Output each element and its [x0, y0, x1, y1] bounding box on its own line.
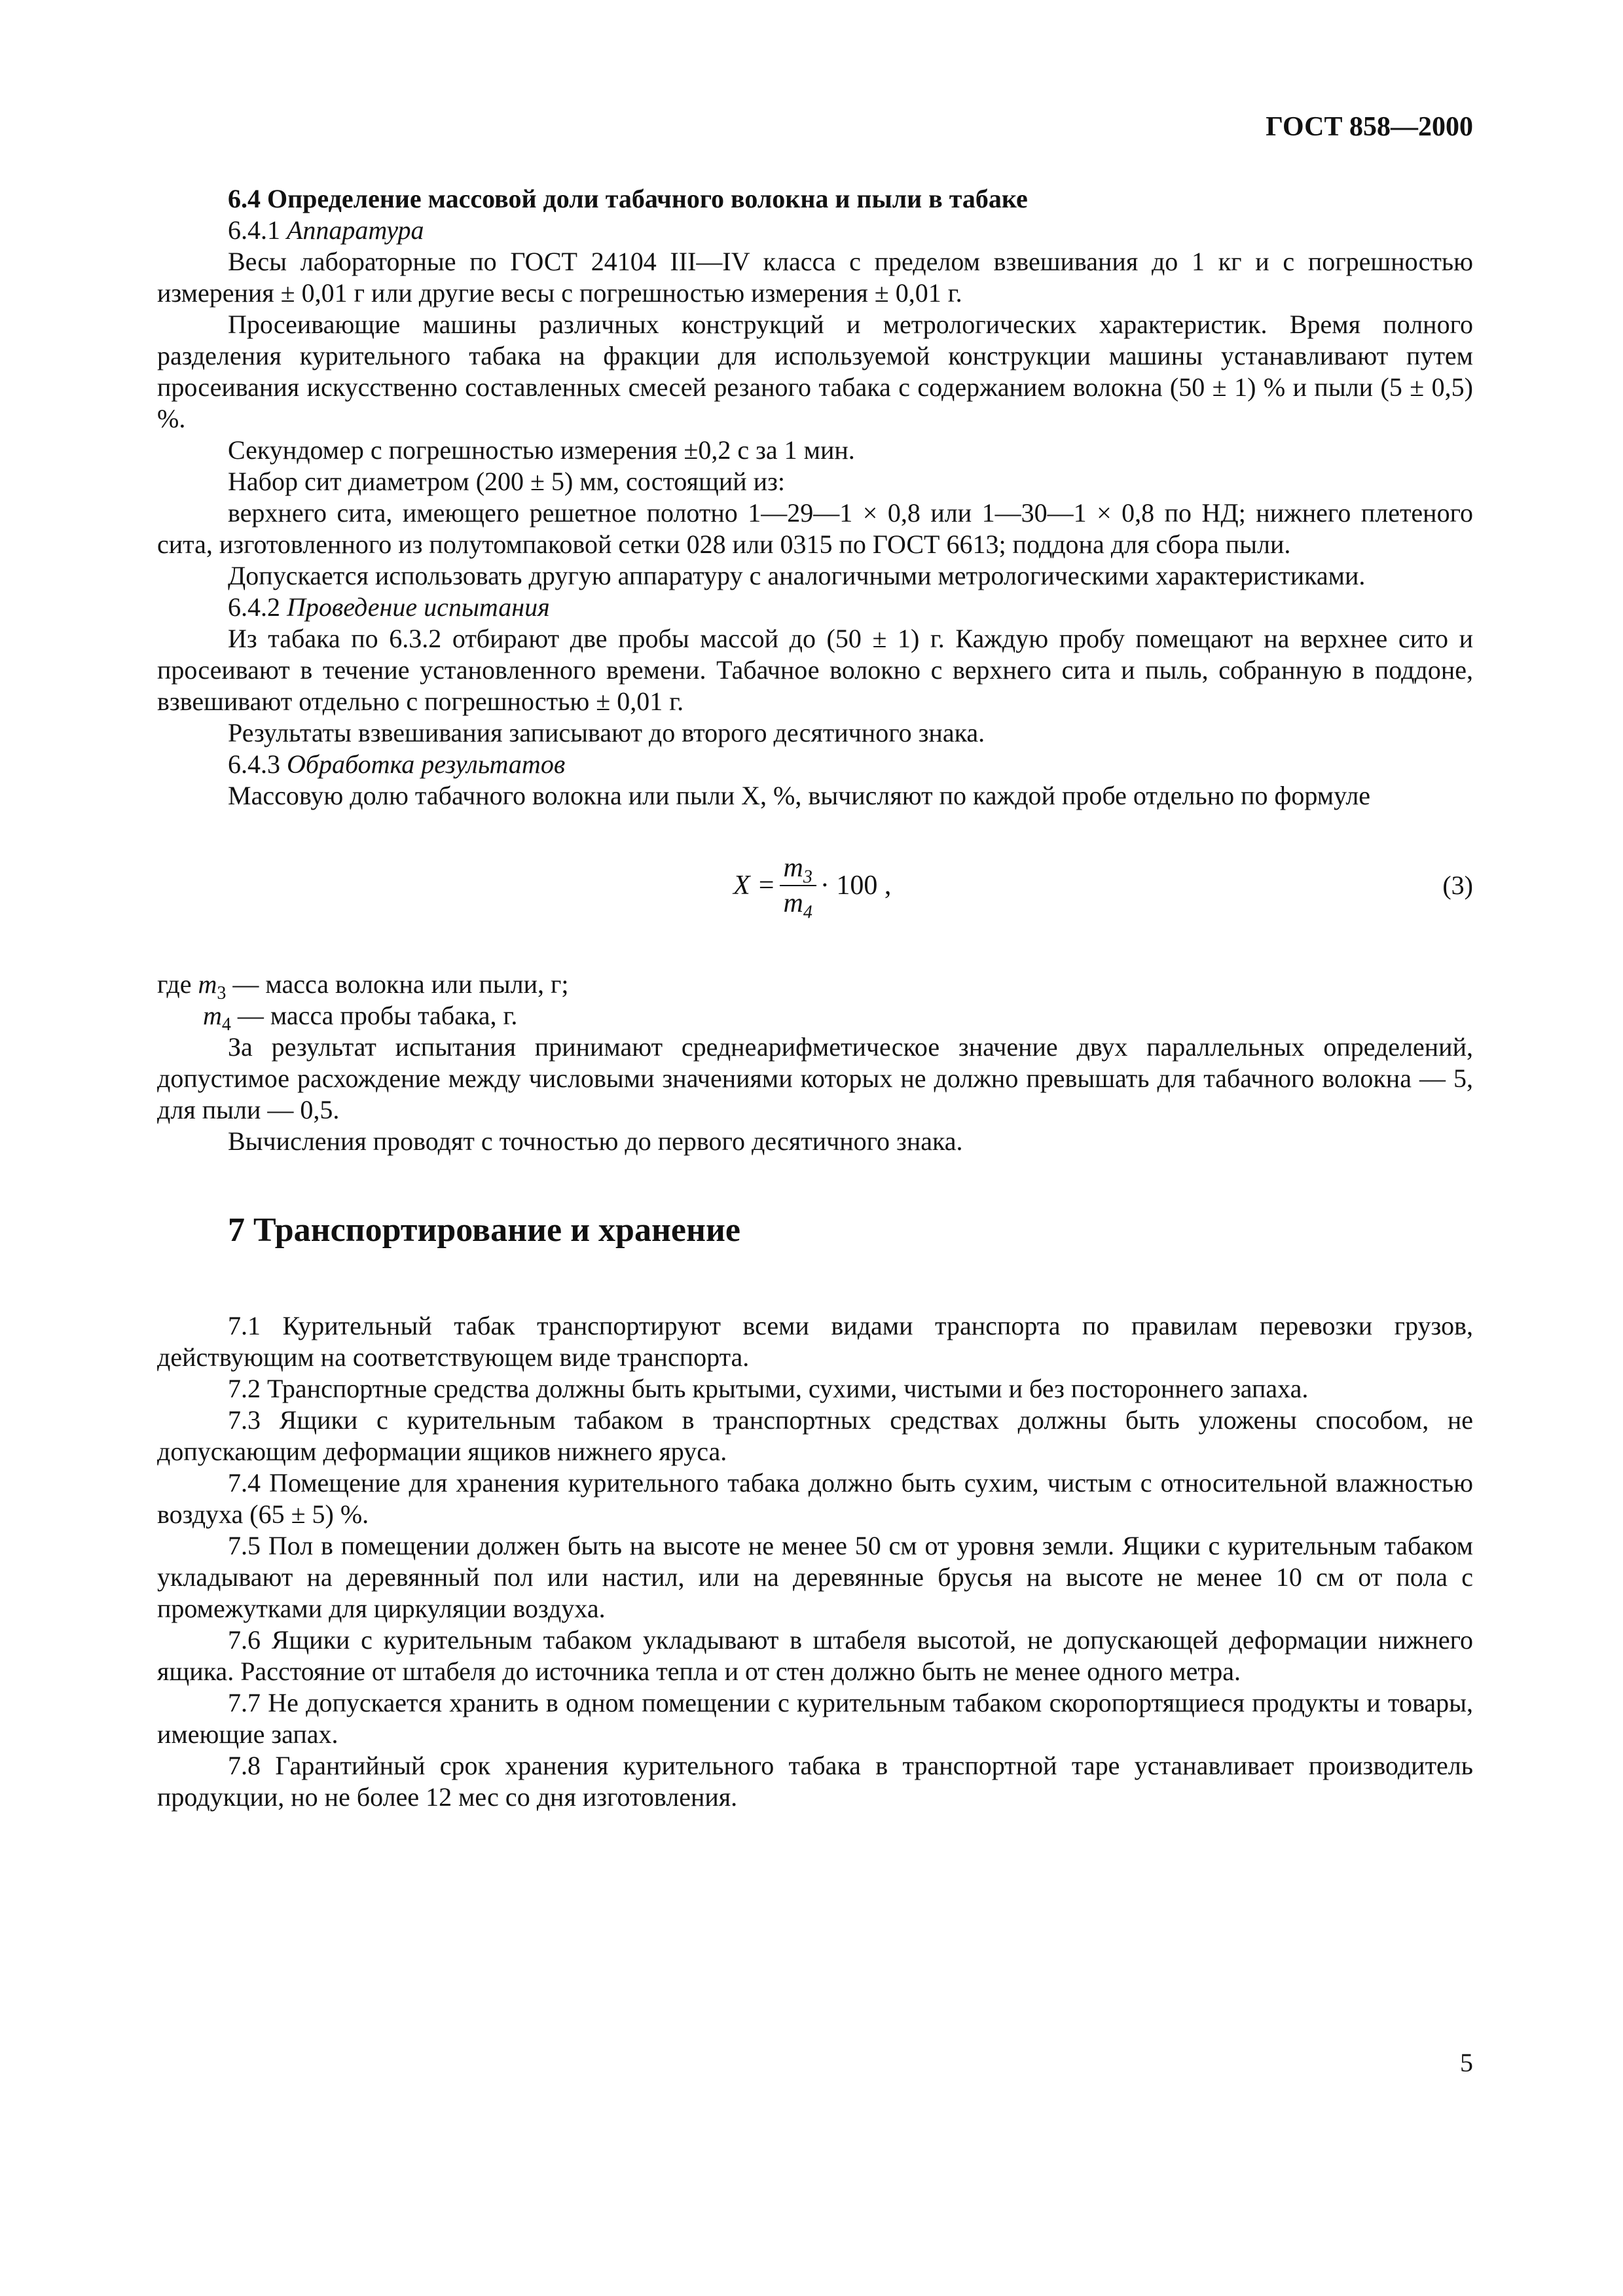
clause-7-6: 7.6 Ящики с курительным табаком укладывают в штабеля высотой, не допускающей деформации нижнего ящика. Расстояние от штабеля до источника тепла и от стен должно быть не менее одного метра.: [157, 1625, 1473, 1686]
formula-denominator: $m_4$: [783, 888, 812, 923]
formula-fraction: [780, 851, 816, 923]
clause-7-8: 7.8 Гарантийный срок хранения курительного табака в транспортной таре устанавливает производитель продукции, но не более 12 мес со дня изготовления.: [157, 1751, 1473, 1812]
paragraph-other-apparatus: Допускается использовать другую аппаратуру с аналогичными метрологическими характеристиками.: [228, 561, 1366, 590]
equation-number: (3): [1442, 870, 1473, 900]
formula-3: [157, 836, 1473, 935]
subsection-number: 6.4.1: [228, 215, 280, 245]
clause-7-1: 7.1 Курительный табак транспортируют всеми видами транспорта по правилам перевозки грузов, действующим на соответствующем виде транспорта.: [157, 1311, 1473, 1372]
section-6-4-title: 6.4 Определение массовой доли табачного волокна и пыли в табаке: [228, 184, 1028, 213]
paragraph-calculation-accuracy: Вычисления проводят с точностью до первого десятичного знака.: [228, 1126, 963, 1156]
clause-7-5: 7.5 Пол в помещении должен быть на высоте не менее 50 см от уровня земли. Ящики с курительным табаком укладывают на деревянный пол или настил, или на деревянные брусья на высоте не менее 10 см от пола с промежутками для циркуляции воздуха.: [157, 1531, 1473, 1623]
paragraph-sieve-details: верхнего сита, имеющего решетное полотно 1—29—1 × 0,8 или 1—30—1 × 0,8 по НД; нижнего плетеного сита, изготовленного из полутомпаковой сетки 028 или 0315 по ГОСТ 6613; поддона для сбора пыли.: [157, 498, 1473, 559]
subsection-title: Аппаратура: [287, 215, 424, 245]
paragraph-test-result: За результат испытания принимают среднеарифметическое значение двух параллельных определений, допустимое расхождение между числовыми значениями которых не должно превышать для табачного волокна — 5, для пыли — 0,5.: [157, 1032, 1473, 1124]
clause-7-4: 7.4 Помещение для хранения курительного табака должно быть сухим, чистым с относительной влажностью воздуха (65 ± 5) %.: [157, 1468, 1473, 1529]
paragraph-stopwatch: Секундомер с погрешностью измерения ±0,2 с за 1 мин.: [228, 435, 855, 465]
formula-expression: [733, 836, 891, 935]
legend-m3: где $m_3$ — масса волокна или пыли, г;: [157, 969, 569, 1003]
clause-7-2: 7.2 Транспортные средства должны быть крытыми, сухими, чистыми и без постороннего запаха.: [228, 1374, 1309, 1403]
paragraph-scales: Весы лабораторные по ГОСТ 24104 III—IV класса с пределом взвешивания до 1 кг и с погрешностью измерения ± 0,01 г или другие весы с погрешностью измерения ± 0,01 г.: [157, 247, 1473, 308]
subsection-title: Проведение испытания: [287, 592, 550, 622]
paragraph-test-procedure: Из табака по 6.3.2 отбирают две пробы массой до (50 ± 1) г. Каждую пробу помещают на верхнее сито и просеивают в течение установленного времени. Табачное волокно с верхнего сита и пыль, собранную в поддоне, взвешивают отдельно с погрешностью ± 0,01 г.: [157, 624, 1473, 716]
paragraph-sieve-set: Набор сит диаметром (200 ± 5) мм, состоящий из:: [228, 467, 785, 496]
page-number: 5: [1460, 2048, 1473, 2077]
formula-numerator: $m_3$: [780, 851, 816, 886]
document-page: [157, 111, 1473, 1813]
clause-7-7: 7.7 Не допускается хранить в одном помещении с курительным табаком скоропортящиеся продукты и товары, имеющие запах.: [157, 1688, 1473, 1749]
section-7-title: 7 Транспортирование и хранение: [228, 1211, 740, 1249]
subsection-6-4-3-heading: [157, 749, 1473, 780]
clause-7-3: 7.3 Ящики с курительным табаком в транспортных средствах должны быть уложены способом, не допускающим деформации ящиков нижнего яруса.: [157, 1405, 1473, 1466]
paragraph-weighing-results: Результаты взвешивания записывают до второго десятичного знака.: [228, 718, 985, 747]
paragraph-sieving-machines: Просеивающие машины различных конструкций и метрологических характеристик. Время полного разделения курительного табака на фракции для используемой конструкции машины устанавливают путем просеивания искусственно составленных смесей резаного табака с содержанием волокна (50 ± 1) % и пыли (5 ± 0,5) %.: [157, 310, 1473, 433]
subsection-title: Обработка результатов: [287, 749, 566, 779]
paragraph-formula-intro: Массовую долю табачного волокна или пыли X, %, вычисляют по каждой пробе отдельно по формуле: [228, 781, 1371, 810]
subsection-number: 6.4.3: [228, 749, 280, 779]
formula-legend: [157, 969, 1473, 1035]
document-id-header: ГОСТ 858—2000: [1266, 112, 1473, 142]
subsection-6-4-2-heading: [157, 592, 1473, 623]
subsection-number: 6.4.2: [228, 592, 280, 622]
formula-lhs: X =: [733, 870, 776, 901]
legend-m4: $m_4$ — масса пробы табака, г.: [203, 1001, 518, 1035]
subsection-6-4-1-heading: [157, 215, 1473, 246]
formula-rhs: · 100 ,: [820, 870, 892, 901]
